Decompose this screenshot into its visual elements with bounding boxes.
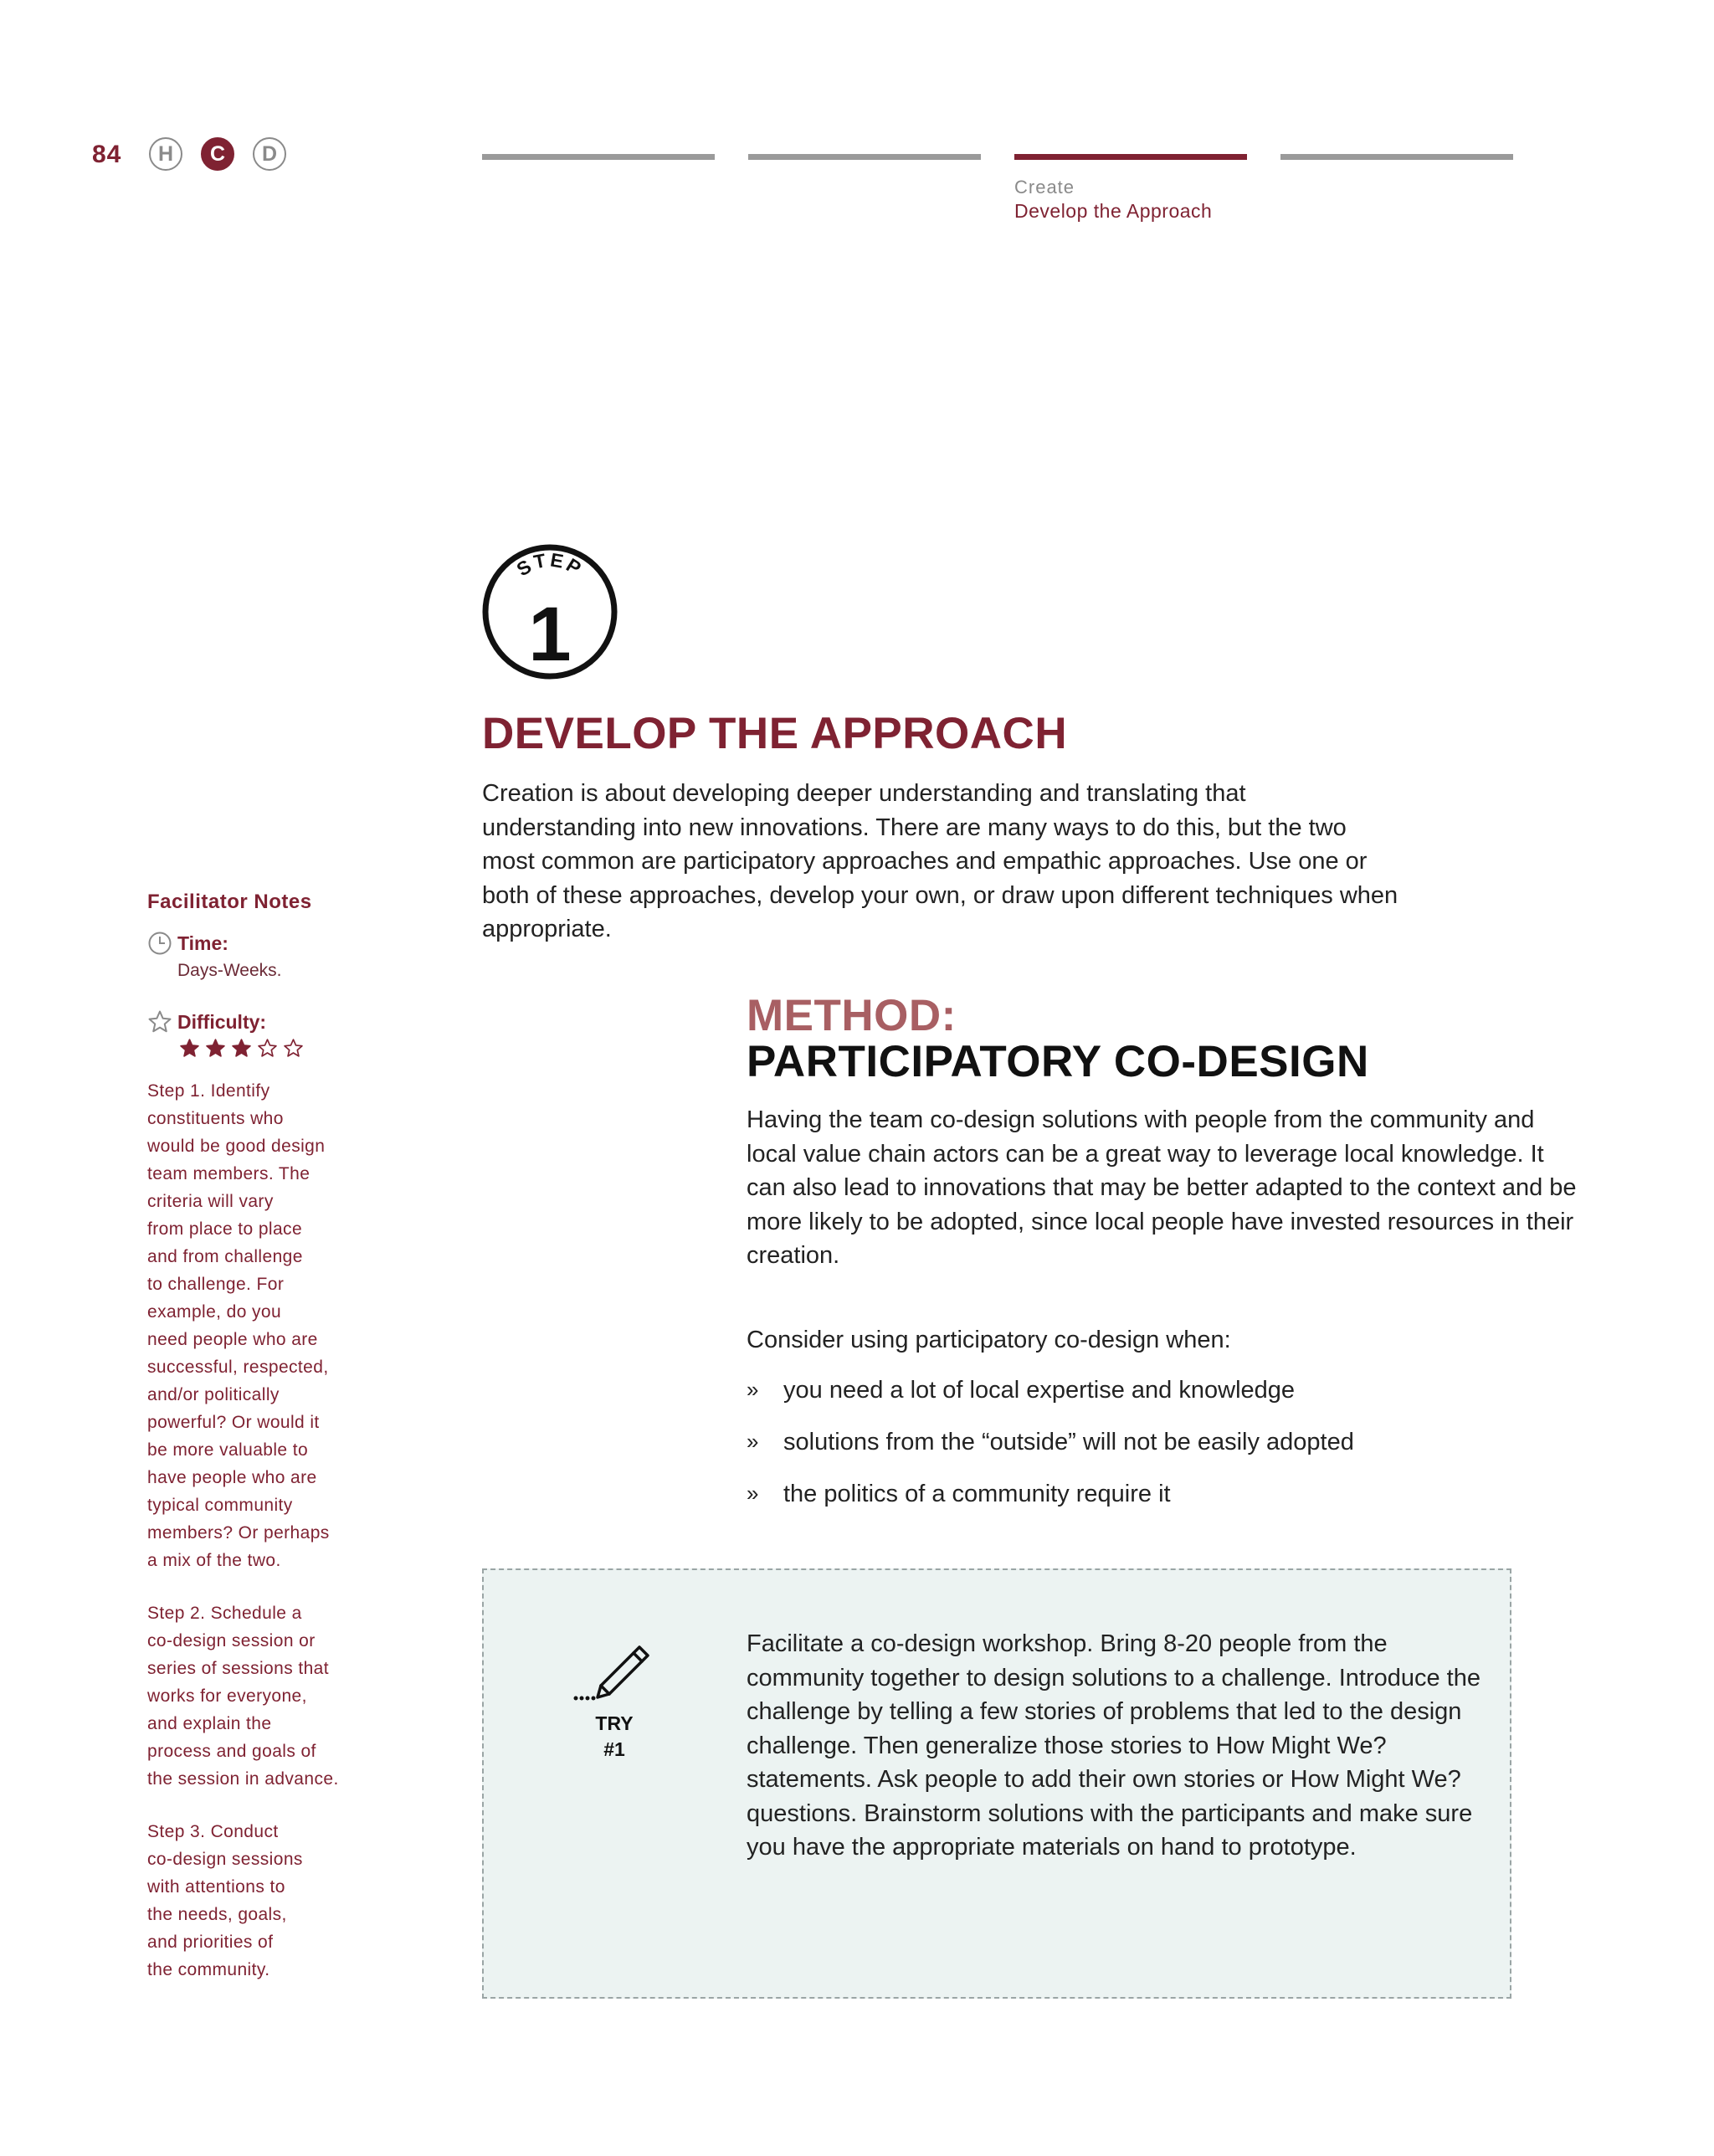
- facilitator-notes: [147, 891, 398, 1984]
- star-filled-icon: [179, 1038, 200, 1059]
- difficulty-stars: [147, 1038, 398, 1059]
- star-filled-icon: [231, 1038, 252, 1059]
- progress-segment-3: [1014, 154, 1247, 160]
- clock-icon: [147, 931, 172, 956]
- star-filled-icon: [205, 1038, 226, 1059]
- star-empty-icon: [257, 1038, 278, 1059]
- list-item: [747, 1377, 1583, 1429]
- phase-d-icon: D: [253, 137, 286, 171]
- time-row: [147, 931, 398, 956]
- method-label: METHOD:: [747, 991, 957, 1040]
- list-item-text: solutions from the “outside” will not be easily adopted: [783, 1429, 1354, 1455]
- phase-h-icon: H: [149, 137, 182, 171]
- bullet-chevron-icon: »: [747, 1481, 759, 1506]
- step-title: DEVELOP THE APPROACH: [482, 709, 1068, 758]
- list-item: [747, 1481, 1583, 1532]
- bullet-chevron-icon: »: [747, 1429, 759, 1454]
- pencil-icon: [572, 1639, 653, 1706]
- try-text: Facilitate a co-design workshop. Bring 8-20 people from the community together to design solutions to a challenge. Introduce the challenge by telling a few stories of problems that led to the design challenge. Then generalize those stories to How Might We? statements. Ask people to add their own stories or How Might We? questions. Brainstorm solutions with the participants and make sure you have the appropriate materials on hand to prototype.: [747, 1630, 1481, 1861]
- bullet-chevron-icon: »: [747, 1377, 759, 1402]
- list-item-text: you need a lot of local expertise and knowledge: [783, 1377, 1296, 1404]
- breadcrumb-phase: Create: [1014, 177, 1075, 198]
- facilitator-step-1: Step 1. Identify constituents who would be good design team members. The criteria will vary from place to place and from challenge to challenge. For example, do you need people who are successful, respected, and/or politically powerful? Or would it be more valuable to have people who are typical community members? Or perhaps a mix of the two.: [147, 1081, 330, 1570]
- breadcrumb-section: Develop the Approach: [1014, 200, 1213, 222]
- progress-segment-1: [482, 154, 715, 160]
- facilitator-notes-title: Facilitator Notes: [147, 891, 312, 913]
- facilitator-step-3: Step 3. Conduct co-design sessions with attentions to the needs, goals, and priorities of the community.: [147, 1822, 303, 1979]
- facilitator-step-2: Step 2. Schedule a co-design session or series of sessions that works for everyone, and explain the process and goals of the session in advance.: [147, 1604, 339, 1789]
- time-label: Time:: [177, 932, 228, 954]
- phase-c-icon: C: [201, 137, 234, 171]
- consider-list: [747, 1377, 1583, 1532]
- time-value: Days-Weeks.: [177, 961, 282, 980]
- step-badge-word: STEP: [512, 548, 588, 581]
- star-empty-icon: [283, 1038, 304, 1059]
- list-item-text: the politics of a community require it: [783, 1481, 1171, 1507]
- step-badge-number: 1: [528, 592, 572, 677]
- step-badge-icon: [482, 544, 618, 680]
- consider-heading: Consider using participatory co-design when:: [747, 1327, 1231, 1353]
- star-outline-icon: [147, 1009, 172, 1034]
- page-number: 84: [92, 141, 122, 168]
- difficulty-label: Difficulty:: [177, 1010, 267, 1033]
- list-item: [747, 1429, 1583, 1481]
- try-label: TRY #1: [595, 1712, 634, 1760]
- progress-segment-4: [1280, 154, 1513, 160]
- intro-paragraph: Creation is about developing deeper understanding and translating that understanding into new innovations. There are many ways to do this, but the two most common are participatory approaches and empathic approaches. Use one or both of these approaches, develop your own, or draw upon different techniques when appropriate.: [482, 780, 1398, 942]
- method-name: PARTICIPATORY CO-DESIGN: [747, 1037, 1369, 1086]
- difficulty-row: [147, 1009, 398, 1034]
- method-body: Having the team co-design solutions with people from the community and local value chain actors can be a great way to leverage local knowledge. It can also lead to innovations that may be better adapted to the context and be more likely to be adopted, since local people have invested resources in their creation.: [747, 1106, 1577, 1269]
- progress-segment-2: [748, 154, 981, 160]
